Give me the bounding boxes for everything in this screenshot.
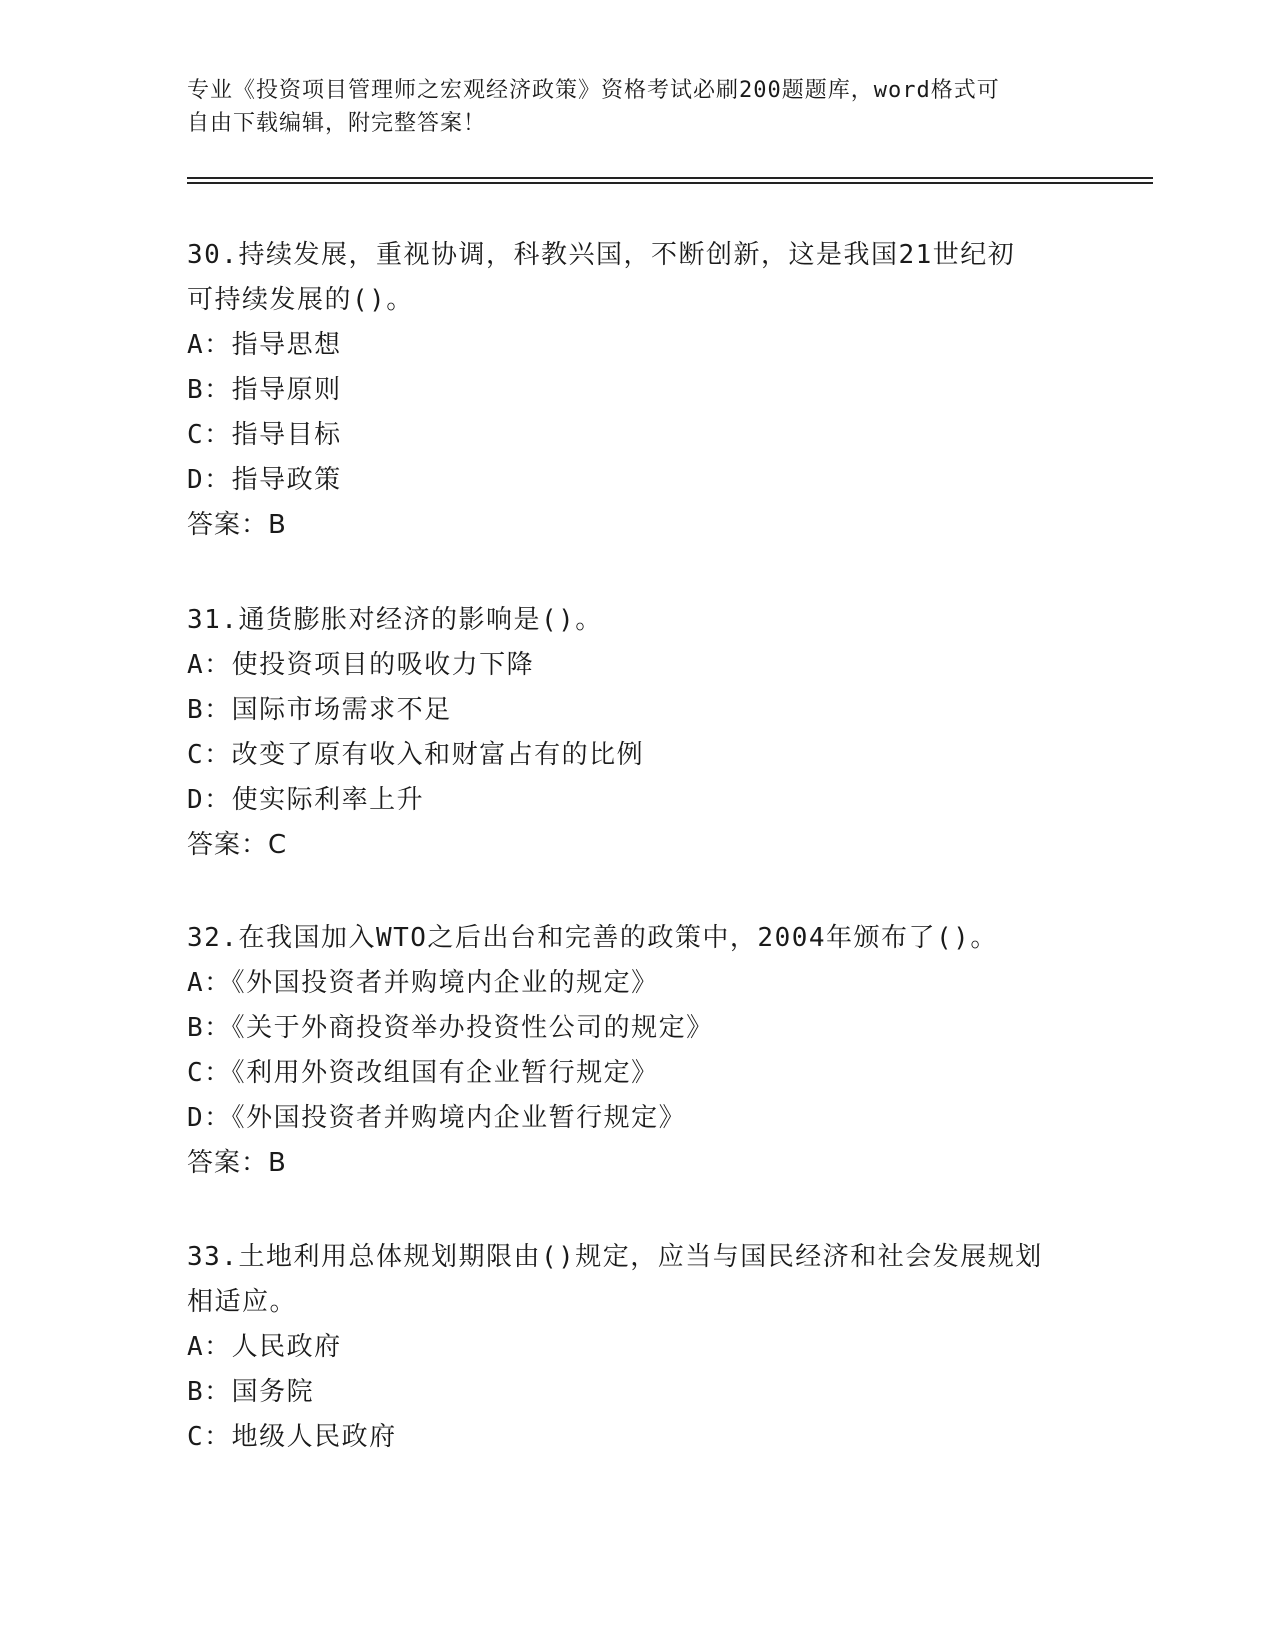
option-a: A：使投资项目的吸收力下降: [187, 650, 535, 680]
question-31: [187, 598, 1087, 868]
option-c: C：地级人民政府: [187, 1422, 397, 1452]
question-stem: 31.通货膨胀对经济的影响是()。: [187, 605, 603, 635]
header-line-1: 专业《投资项目管理师之宏观经济政策》资格考试必刷200题题库，word格式可: [187, 78, 1000, 103]
option-a: A：指导思想: [187, 330, 342, 360]
option-c: C：指导目标: [187, 420, 342, 450]
question-32: [187, 916, 1087, 1186]
header-divider-top: [187, 177, 1153, 179]
header-divider-bottom: [187, 182, 1153, 184]
question-stem-line-1: 33.土地利用总体规划期限由()规定，应当与国民经济和社会发展规划: [187, 1242, 1043, 1272]
option-a: A：《外国投资者并购境内企业的规定》: [187, 968, 659, 998]
option-b: B：国际市场需求不足: [187, 695, 452, 725]
question-stem-line-1: 30.持续发展，重视协调，科教兴国，不断创新，这是我国21世纪初: [187, 240, 1016, 270]
question-stem: [187, 1235, 1087, 1325]
answer: 答案：B: [187, 510, 287, 540]
option-d: D：《外国投资者并购境内企业暂行规定》: [187, 1103, 687, 1133]
document-header: [187, 74, 1067, 140]
option-b: B：《关于外商投资举办投资性公司的规定》: [187, 1013, 714, 1043]
answer: 答案：C: [187, 830, 288, 860]
answer: 答案：B: [187, 1148, 287, 1178]
option-c: C：《利用外资改组国有企业暂行规定》: [187, 1058, 659, 1088]
option-b: B：国务院: [187, 1377, 315, 1407]
question-stem-line-2: 相适应。: [187, 1287, 298, 1317]
question-stem: [187, 233, 1087, 323]
question-stem-line-2: 可持续发展的()。: [187, 285, 414, 315]
option-d: D：使实际利率上升: [187, 785, 425, 815]
question-30: [187, 233, 1087, 548]
question-33: [187, 1235, 1087, 1460]
option-a: A：人民政府: [187, 1332, 342, 1362]
option-b: B：指导原则: [187, 375, 342, 405]
header-line-2: 自由下载编辑，附完整答案！: [187, 111, 487, 136]
question-stem: 32.在我国加入WTO之后出台和完善的政策中，2004年颁布了()。: [187, 923, 998, 953]
option-c: C：改变了原有收入和财富占有的比例: [187, 740, 645, 770]
option-d: D：指导政策: [187, 465, 342, 495]
